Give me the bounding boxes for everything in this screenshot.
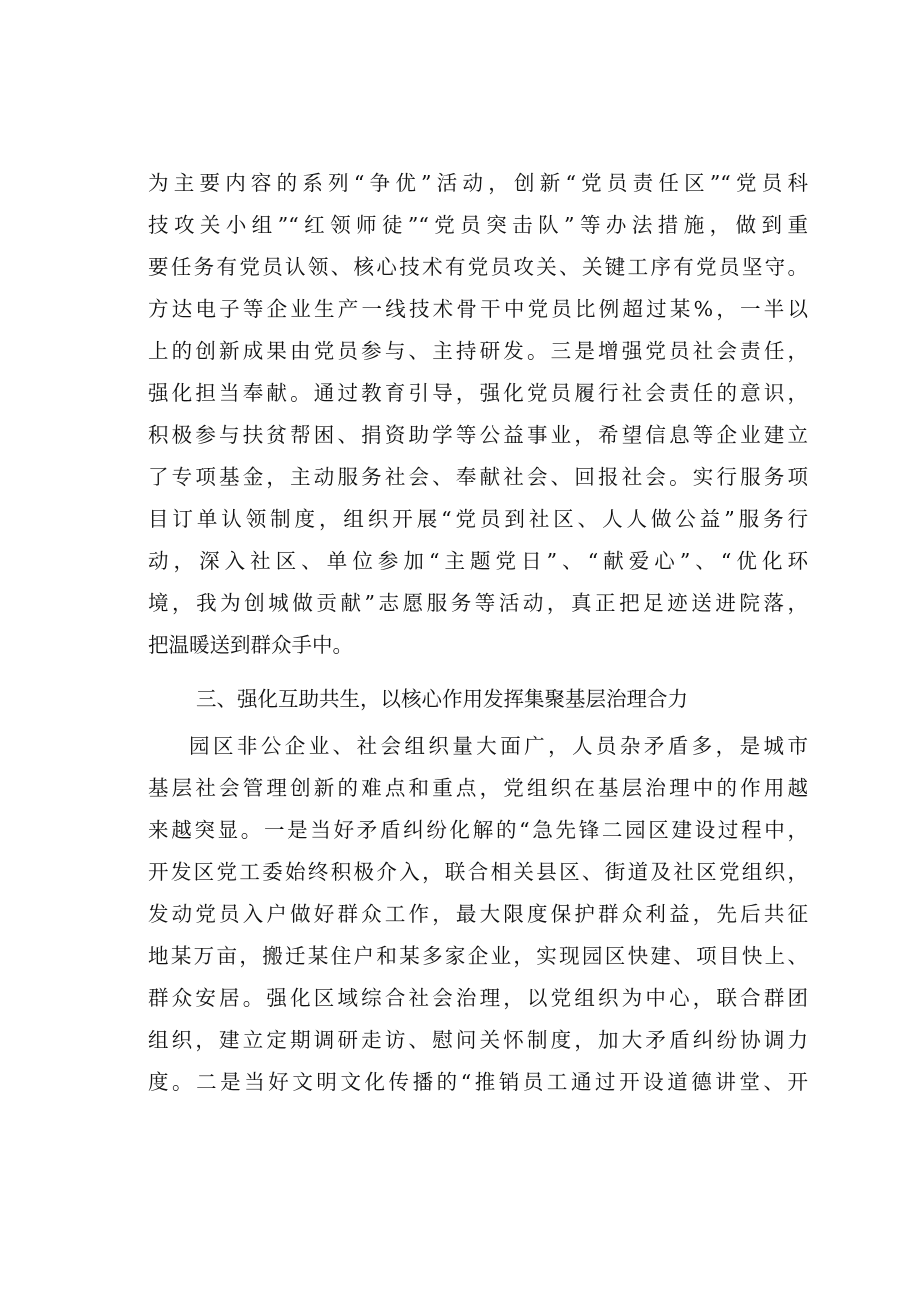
body-text-line: 上的创新成果由党员参与、主持研发。三是增强党员社会责任， <box>148 339 808 363</box>
body-text-line: 组织，建立定期调研走访、慰问关怀制度，加大矛盾纠纷协调力 <box>148 1028 808 1052</box>
body-text-line: 方达电子等企业生产一线技术骨干中党员比例超过某%，一半以 <box>148 297 808 321</box>
body-text-line: 积极参与扶贫帮困、捐资助学等公益事业，希望信息等企业建立 <box>148 423 808 447</box>
body-text-line: 度。二是当好文明文化传播的“推销员工通过开设道德讲堂、开 <box>148 1070 808 1094</box>
body-text-line: 要任务有党员认领、核心技术有党员攻关、关键工序有党员坚守。 <box>148 255 808 279</box>
body-text-line: 目订单认领制度，组织开展“党员到社区、人人做公益”服务行 <box>148 507 808 531</box>
body-text-line: 地某万亩，搬迁某住户和某多家企业，实现园区快建、项目快上、 <box>148 944 808 968</box>
body-text-line: 为主要内容的系列“争优”活动，创新“党员责任区”“党员科 <box>148 171 808 195</box>
body-text-line: 开发区党工委始终积极介入，联合相关县区、街道及社区党组织， <box>148 860 808 884</box>
section-heading: 三、强化互助共生，以核心作用发挥集聚基层治理合力 <box>196 687 688 711</box>
body-text-line: 把温暖送到群众手中。 <box>148 633 353 657</box>
body-text-line: 基层社会管理创新的难点和重点，党组织在基层治理中的作用越 <box>148 776 808 800</box>
body-text-line: 技攻关小组”“红领师徒”“党员突击队”等办法措施，做到重 <box>148 213 808 237</box>
body-text-line: 了专项基金，主动服务社会、奉献社会、回报社会。实行服务项 <box>148 465 808 489</box>
body-text-line: 动，深入社区、单位参加“主题党日”、“献爱心”、“优化环 <box>148 549 808 573</box>
body-text-line: 园区非公企业、社会组织量大面广，人员杂矛盾多，是城市 <box>189 734 808 758</box>
body-text-line: 来越突显。一是当好矛盾纠纷化解的“急先锋二园区建设过程中， <box>148 818 808 842</box>
body-text-line: 群众安居。强化区域综合社会治理，以党组织为中心，联合群团 <box>148 986 808 1010</box>
body-text-line: 发动党员入户做好群众工作，最大限度保护群众利益，先后共征 <box>148 902 808 926</box>
body-text-line: 强化担当奉献。通过教育引导，强化党员履行社会责任的意识， <box>148 381 808 405</box>
body-text-line: 境，我为创城做贡献”志愿服务等活动，真正把足迹送进院落， <box>148 591 808 615</box>
